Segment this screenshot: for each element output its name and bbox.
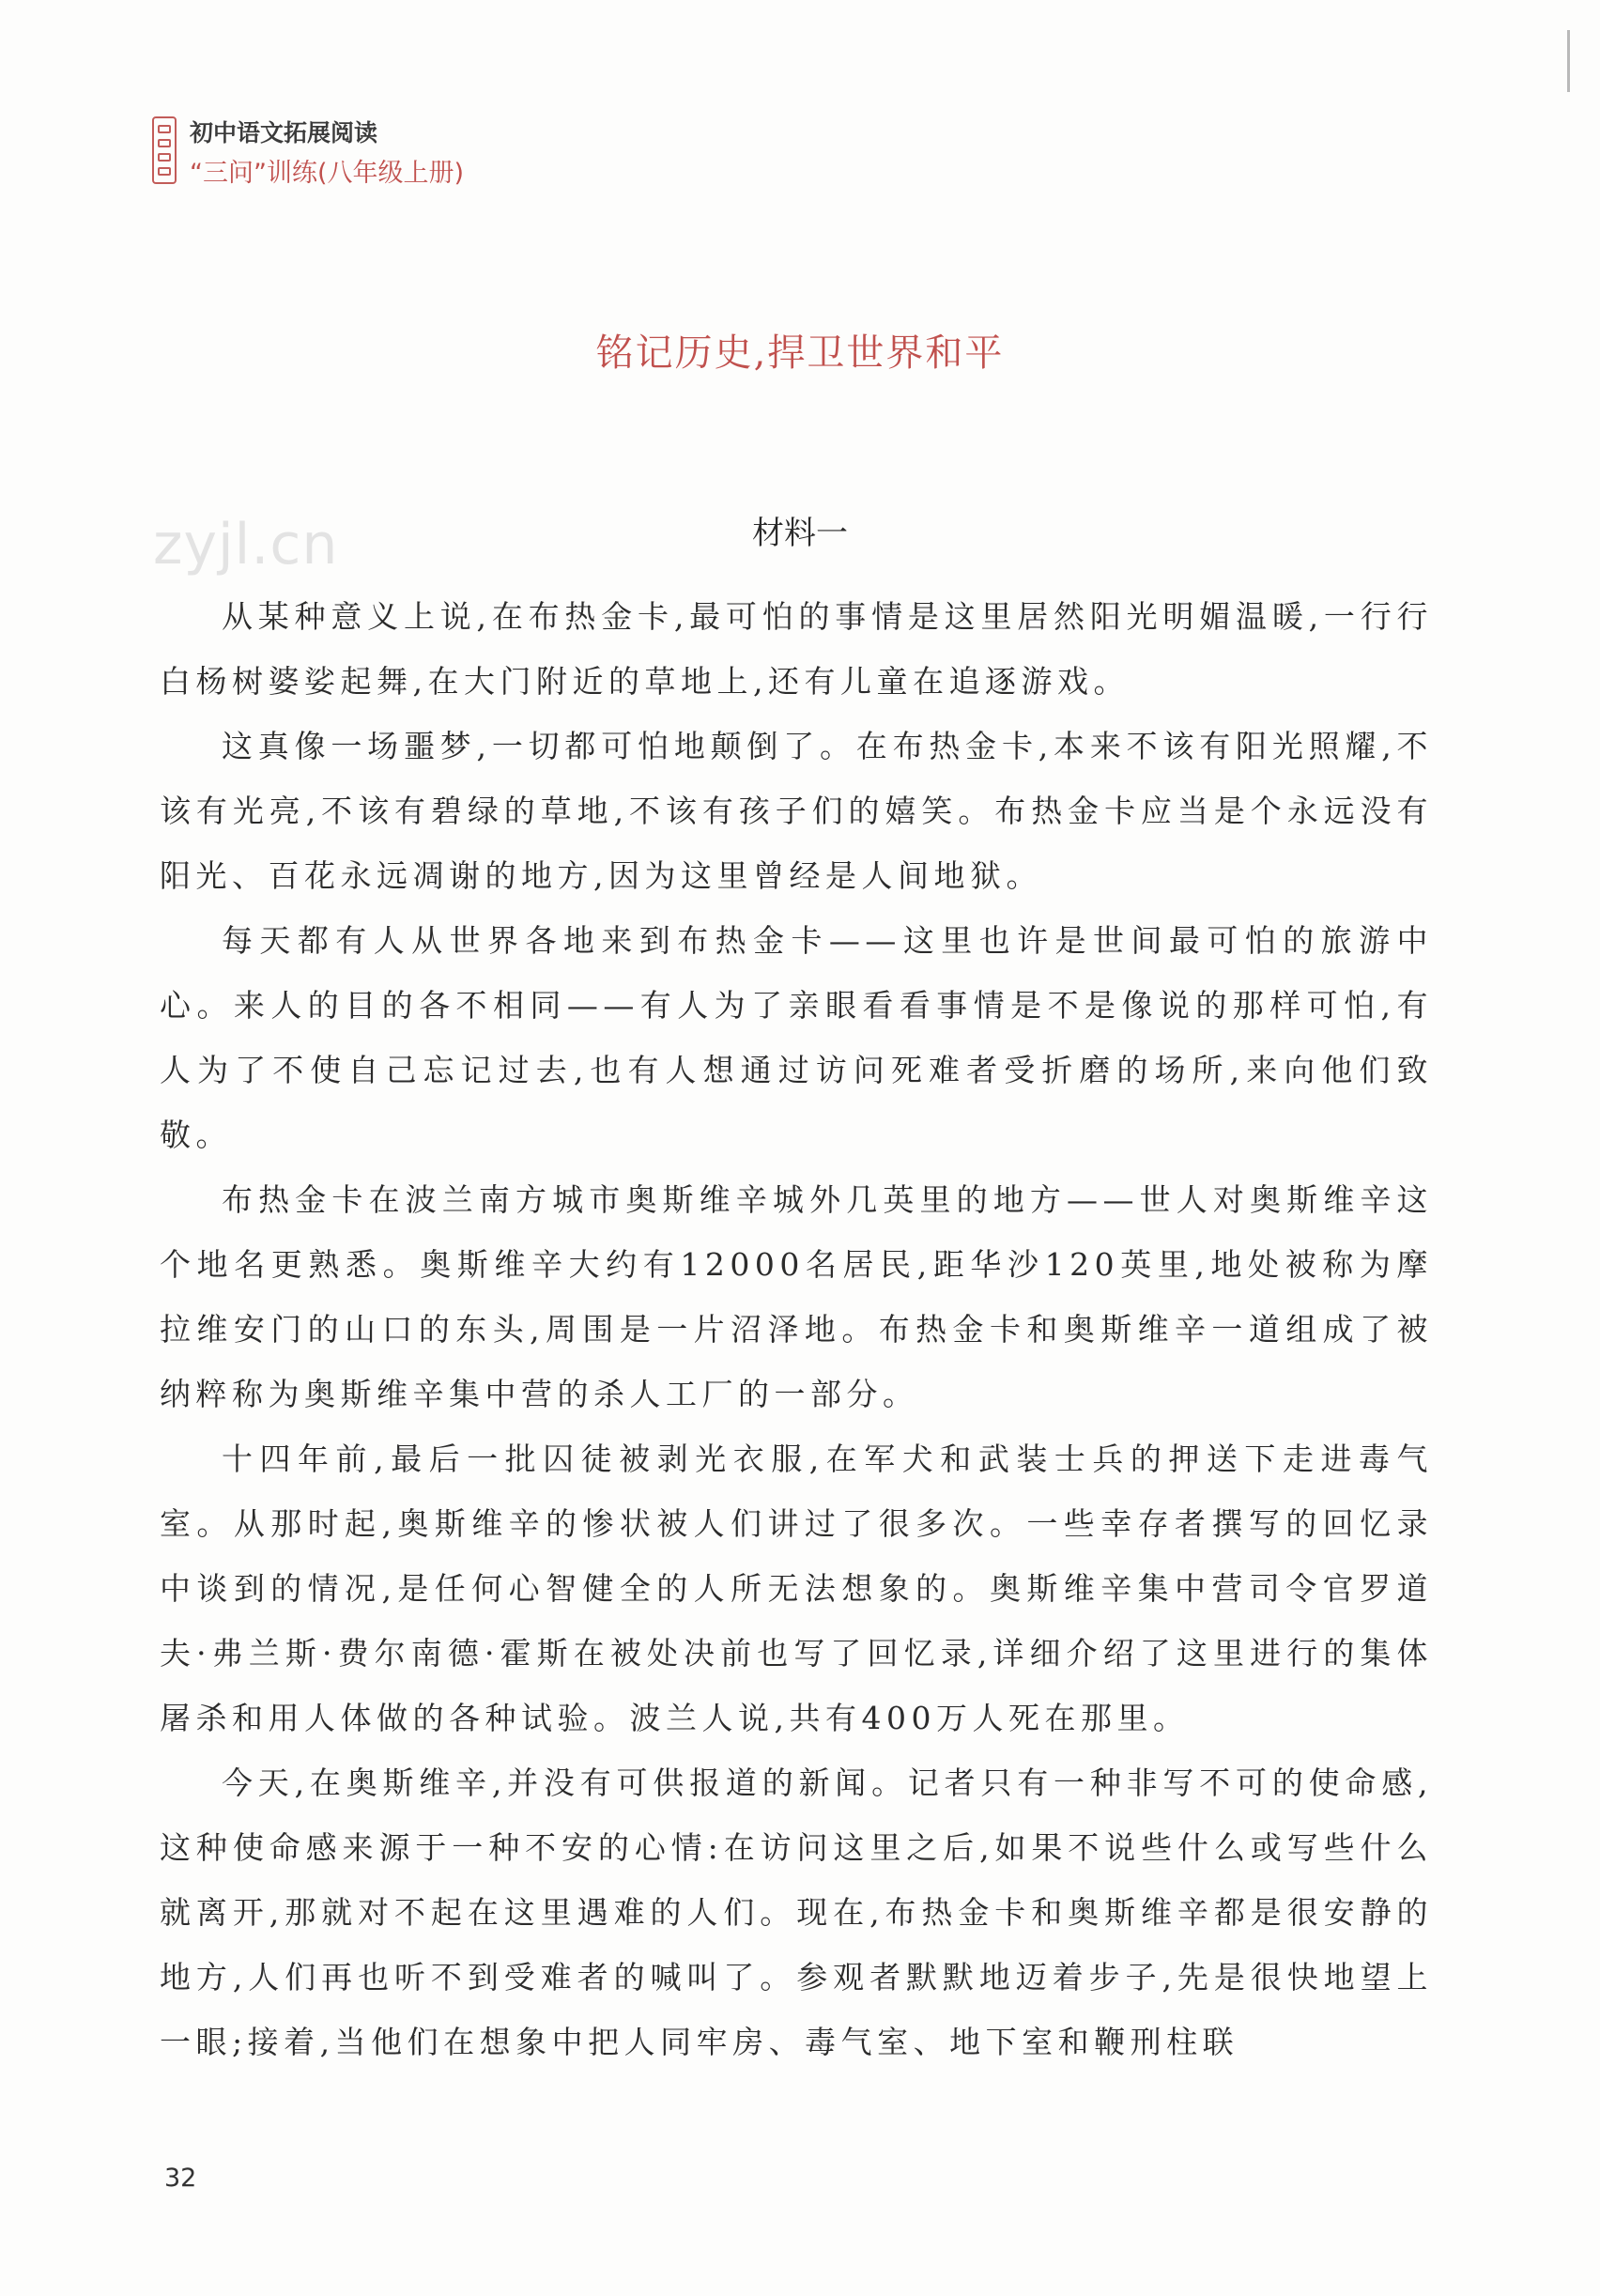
watermark: zyjl.cn bbox=[153, 512, 339, 578]
paragraph: 今天,在奥斯维辛,并没有可供报道的新闻。记者只有一种非写不可的使命感,这种使命感来源于一种不安的心情:在访问这里之后,如果不说些什么或写些什么就离开,那就对不起在这里遇难的人们。现在,布热金卡和奥斯维辛都是很安静的地方,人们再也听不到受难者的喊叫了。参观者默默地迈着步子,先是很快地望上一眼;接着,当他们在想象中把人同牢房、毒气室、地下室和鞭刑柱联 bbox=[160, 1764, 1433, 2060]
body-text bbox=[160, 584, 1433, 2074]
page-edge-mark bbox=[1567, 30, 1570, 92]
page-number: 32 bbox=[164, 2164, 197, 2193]
article-title: 铭记历史,捍卫世界和平 bbox=[595, 331, 1005, 375]
paragraph: 这真像一场噩梦,一切都可怕地颠倒了。在布热金卡,本来不该有阳光照耀,不该有光亮,不该有碧绿的草地,不该有孩子们的嬉笑。布热金卡应当是个永远没有阳光、百花永远凋谢的地方,因为这里曾经是人间地狱。 bbox=[160, 728, 1433, 894]
paragraph: 从某种意义上说,在布热金卡,最可怕的事情是这里居然阳光明媚温暖,一行行白杨树婆娑起舞,在大门附近的草地上,还有儿童在追逐游戏。 bbox=[160, 598, 1433, 700]
paragraph: 布热金卡在波兰南方城市奥斯维辛城外几英里的地方——世人对奥斯维辛这个地名更熟悉。奥斯维辛大约有12000名居民,距华沙120英里,地处被称为摩拉维安门的山口的东头,周围是一片沼泽地。布热金卡和奥斯维辛一道组成了被纳粹称为奥斯维辛集中营的杀人工厂的一部分。 bbox=[160, 1181, 1433, 1412]
series-title: 初中语文拓展阅读 bbox=[190, 119, 378, 146]
book-title: “三问”训练(八年级上册) bbox=[190, 159, 465, 188]
paragraph: 十四年前,最后一批囚徒被剥光衣服,在军犬和武装士兵的押送下走进毒气室。从那时起,奥斯维辛的惨状被人们讲过了很多次。一些幸存者撰写的回忆录中谈到的情况,是任何心智健全的人所无法想象的。奥斯维辛集中营司令官罗道夫·弗兰斯·费尔南德·霍斯在被处决前也写了回忆录,详细介绍了这里进行的集体屠杀和用人体做的各种试验。波兰人说,共有400万人死在那里。 bbox=[160, 1441, 1433, 1736]
seal-icon bbox=[152, 116, 177, 184]
section-title: 材料一 bbox=[752, 515, 848, 552]
paragraph: 每天都有人从世界各地来到布热金卡——这里也许是世间最可怕的旅游中心。来人的目的各不相同——有人为了亲眼看看事情是不是像说的那样可怕,有人为了不使自己忘记过去,也有人想通过访问死难者受折磨的场所,来向他们致敬。 bbox=[160, 922, 1433, 1153]
